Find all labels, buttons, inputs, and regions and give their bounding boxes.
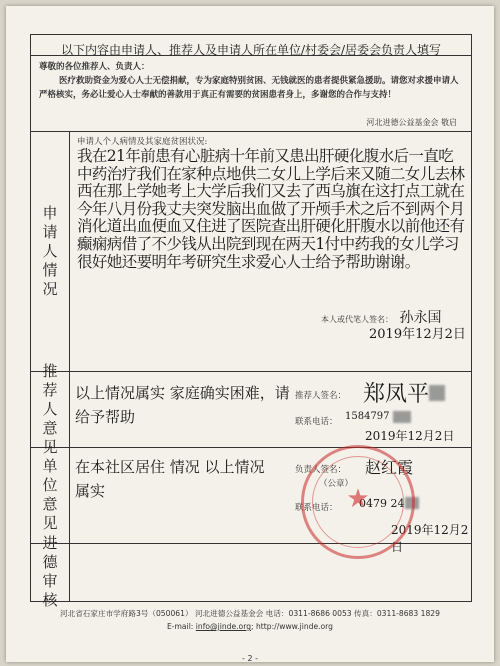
page-number: - 2 - [242, 654, 258, 663]
footer-contact [30, 622, 470, 631]
applicant-handwriting: 我在21年前患有心脏病十年前又患出肝硬化腹水后一直吃中药治疗我们在家种点地供二女儿上学后来又随二女儿去林西在那上学她考上大学后我们又去了西乌旗在这打点工就在今年八月份我丈夫突发脑出血做了开颅手术之后不到两个月消化道出血便血又住进了医院查出肝硬化肝腹水以前他还有癫痫病借了不少钱从出院到现在两天1付中药我的女儿学习很好她还要明年考研究生求爱心人士给予帮助谢谢。 [77, 147, 465, 271]
redaction-blur [393, 411, 411, 423]
application-form-photo [6, 6, 494, 662]
recommender-phone: 1584797 [345, 411, 390, 422]
unit-opinion: 在本社区居住 情况 以上情况属实 [75, 458, 265, 500]
unit-side-label: 单位意见 [42, 457, 58, 532]
unit-cell [69, 447, 471, 554]
unit-phone: 0479 24 [359, 497, 405, 510]
recommender-opinion: 以上情况属实 家庭确实困难，请给予帮助 [75, 384, 290, 426]
notice-heading: 尊敬的各位推荐人、负责人： [39, 62, 150, 72]
table-header: 以下内容由申请人、推荐人及申请人所在单位/村委会/居委会负责人填写 [60, 43, 442, 57]
applicant-sign-label: 本人或代笔人签名： [321, 315, 393, 324]
applicant-sign-name: 孙永国 [399, 310, 442, 326]
unit-date: 2019年12月2日 [391, 523, 469, 554]
footer-email-label: E-mail: [167, 622, 196, 631]
review-side-label: 进德审核 [42, 534, 58, 609]
recommender-row [31, 361, 471, 456]
redaction-blur [405, 497, 419, 509]
applicant-prompt: 申请人个人病情及其家庭贫困状况: [77, 137, 208, 147]
application-table [30, 34, 472, 609]
seal-star-icon: ★ [346, 484, 370, 514]
applicant-side [31, 131, 70, 371]
footer-address: 河北省石家庄市学府路3号（050061） 河北进德公益基金会 电话：0311-8686 0053 传真：0311-8683 1829 [60, 609, 440, 618]
unit-sign-name: 赵红霞 [365, 458, 414, 477]
recommender-sign-name: 郑凤平 [363, 382, 430, 407]
unit-side [31, 447, 70, 543]
applicant-row [31, 131, 471, 372]
table-header-row [31, 35, 471, 56]
notice-footer: 河北进德公益基金会 敬启 [366, 118, 457, 127]
redaction-blur [429, 385, 445, 401]
unit-sign-label: 负责人签名： [295, 465, 347, 475]
recommender-date: 2019年12月2日 [365, 429, 455, 443]
notice-body: 医疗救助资金为爱心人士无偿捐献，专为家庭特别贫困、无钱就医的患者提供紧急援助。请您对求援申请人严格核实，务必让爱心人士奉献的善款用于真正有需要的贫困患者身上，多谢您的合作与支持！ [39, 76, 459, 100]
applicant-date: 2019年12月2日 [369, 327, 466, 342]
unit-seal-note: （公章） [319, 479, 354, 489]
recommender-cell [69, 371, 471, 447]
footer-site: ; http://www.jinde.org [251, 622, 333, 631]
recommender-side-label: 推荐人意见 [42, 361, 58, 456]
unit-row [31, 447, 471, 554]
review-cell [69, 543, 471, 601]
applicant-cell [69, 131, 471, 371]
recommender-side [31, 361, 70, 456]
unit-phone-label: 联系电话： [295, 503, 338, 513]
applicant-side-label: 申请人情况 [42, 203, 58, 298]
footer-email-link[interactable]: info@jinde.org [195, 622, 252, 631]
notice-row [31, 55, 471, 132]
recommender-phone-label: 联系电话： [295, 417, 338, 427]
review-side [31, 534, 70, 609]
recommender-sign-label: 推荐人签名： [295, 391, 347, 401]
